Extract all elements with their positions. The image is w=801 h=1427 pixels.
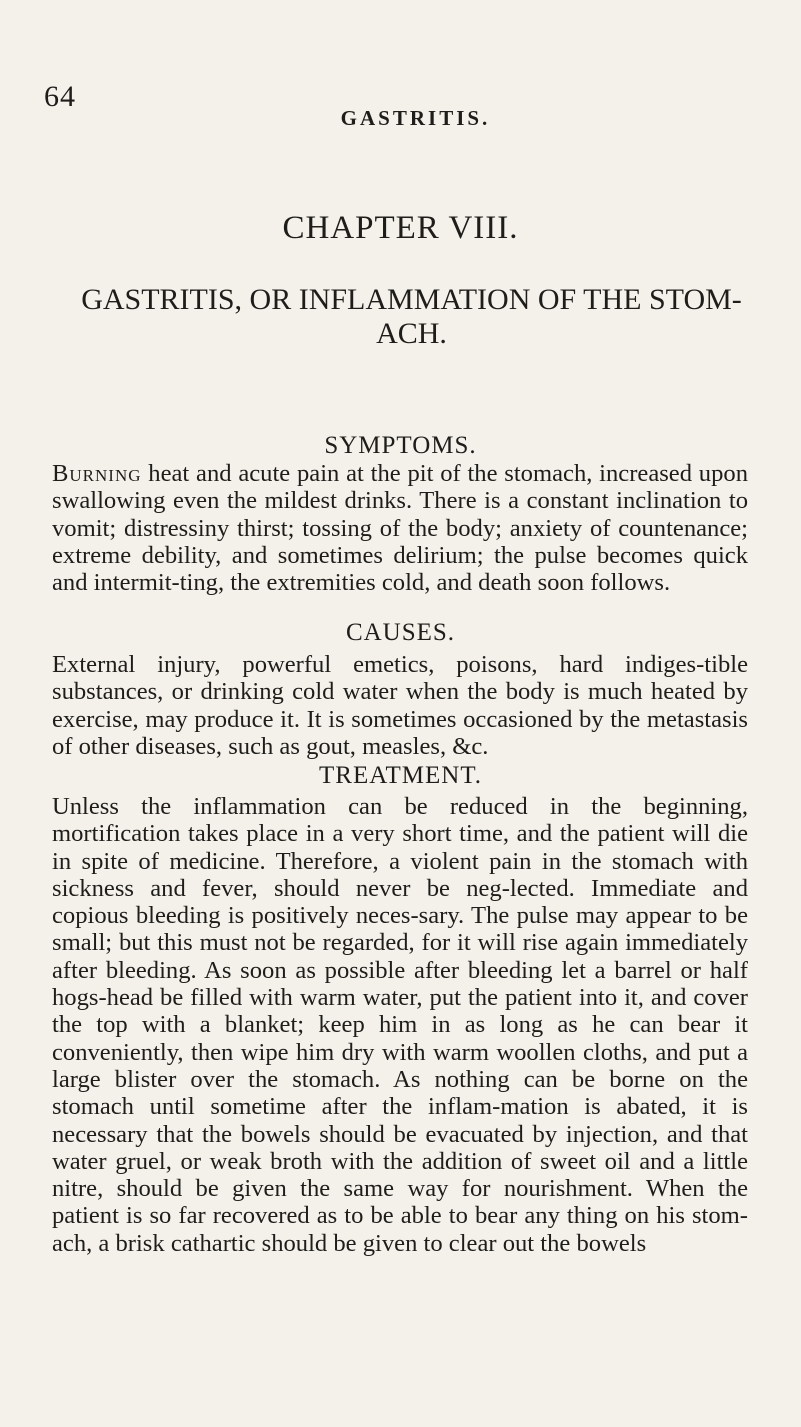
treatment-paragraph: Unless the inflammation can be reduced in the beginning, mortification takes place in a very short time, and the patient will die in spite of medicine. Therefore, a violent pain in the stomach with sickness and fever, should never be neg-lected. Immediate and copious bleeding is positively neces-sary. The pulse may appear to be small; but this must not be regarded, for it will rise again immediately after bleeding. As soon as possible after bleeding let a barrel or half hogs-head be filled with warm water, put the patient into it, and cover the top with a blanket; keep him in as long as he can bear it conveniently, then wipe him dry with warm woollen cloths, and put a large blister over the stomach. As nothing can be borne on the stomach until sometime after the inflam-mation is abated, it is necessary that the bowels should be evacuated by injection, and that water gruel, or weak broth with the addition of sweet oil and a little nitre, should be given the same way for nourishment. When the patient is so far recovered as to be able to bear any thing on his stom-ach, a brisk cathartic should be given to clear out the bowels — [52, 793, 748, 1257]
running-head: GASTRITIS. — [340, 106, 491, 130]
causes-heading: CAUSES. — [345, 619, 456, 646]
causes-paragraph: External injury, powerful emetics, poisons, hard indiges-tible substances, or drinking cold water when the body is much heated by exercise, may produce it. It is sometimes occasioned by the metastasis of other diseases, such as gout, measles, &c. — [52, 651, 748, 760]
page-number: 64 — [44, 80, 76, 113]
symptoms-text: heat and acute pain at the pit of the stomach, increased upon swallowing even the mildest drinks. There is a constant inclination to vomit; distressiny thirst; tossing of the body; anxiety of countenance; extreme debility, and sometimes delirium; the pulse becomes quick and intermit-ting, the extremities cold, and death soon follows. — [52, 460, 748, 597]
symptoms-heading: SYMPTOMS. — [324, 432, 477, 459]
treatment-heading: TREATMENT. — [319, 762, 482, 789]
symptoms-paragraph — [52, 460, 748, 596]
chapter-heading: CHAPTER VIII. — [282, 210, 519, 246]
symptoms-lead-word: Burning — [52, 460, 142, 487]
chapter-title: GASTRITIS, OR INFLAMMATION OF THE STOM-ACH. — [81, 283, 742, 350]
